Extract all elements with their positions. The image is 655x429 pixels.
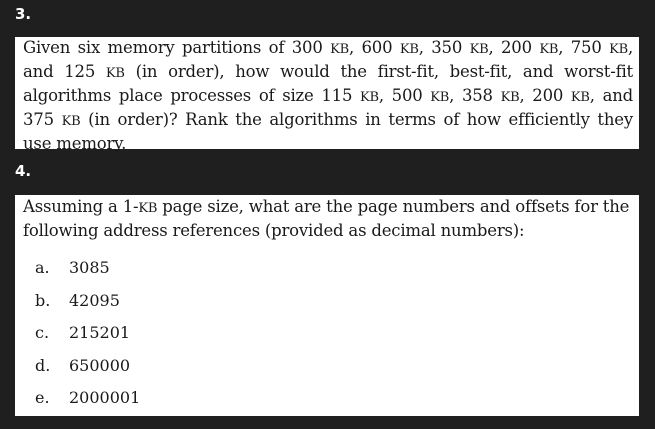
list-item-value: 42095 (69, 290, 120, 310)
list-item-value: 650000 (69, 355, 131, 375)
list-item (35, 387, 140, 420)
question-3-number: 3. (15, 5, 32, 23)
list-item-value: 2000001 (69, 388, 141, 408)
list-item (35, 322, 140, 355)
list-item-label: e. (35, 388, 50, 408)
question-4-card (15, 195, 639, 416)
question-3-text: Given six memory partitions of 300 KB, 600 KB, 350 KB, 200 KB, 750 KB, and 125 KB (in order), how would the first-fit, best-fit, and worst-fit algorithms place processes of size 115 KB, 500 KB, 358 KB, 200 KB, and 375 KB (in order)? Rank the algorithms in terms of how efficiently they use memory. (23, 38, 634, 153)
question-4-text: Assuming a 1-KB page size, what are the page numbers and offsets for the following address references (provided as decimal numbers): (23, 197, 630, 240)
list-item-label: c. (35, 323, 50, 343)
list-item (35, 355, 140, 388)
list-item-value: 3085 (69, 258, 110, 277)
address-list (35, 257, 140, 420)
list-item-label: a. (35, 258, 50, 277)
list-item-value: 215201 (69, 323, 131, 343)
list-item (35, 257, 140, 290)
list-item-label: d. (35, 355, 51, 375)
question-4-number: 4. (15, 162, 32, 180)
question-3-card (15, 37, 639, 153)
list-item (35, 290, 140, 323)
list-item-label: b. (35, 290, 51, 310)
